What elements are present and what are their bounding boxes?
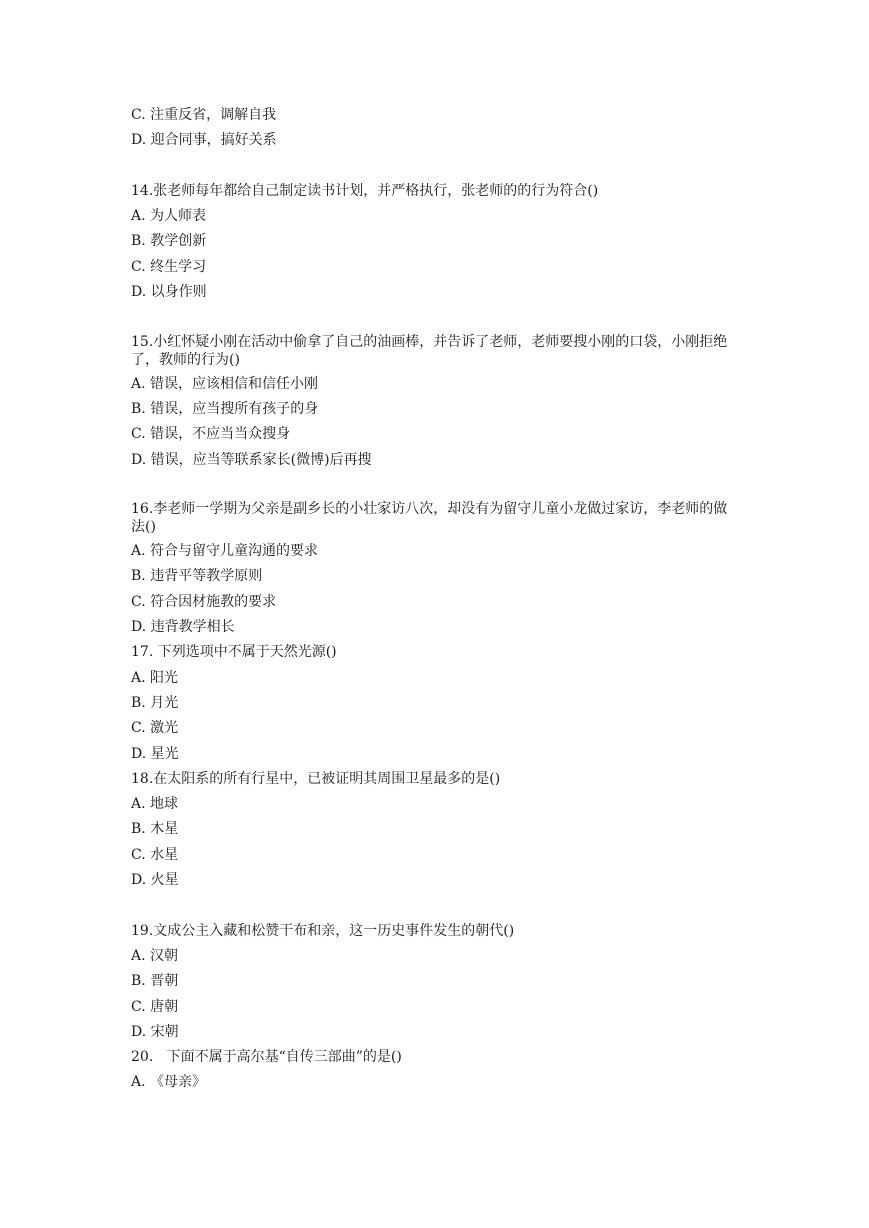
q16-option-c: C. 符合因材施教的要求 (131, 593, 277, 610)
q14-option-d: D. 以身作则 (131, 284, 207, 301)
q15-option-c: C. 错误，不应当当众搜身 (131, 426, 291, 443)
q20-option-a: A. 《母亲》 (131, 1074, 207, 1091)
q19-option-a: A. 汉朝 (131, 947, 179, 964)
option-d: D. 迎合同事，搞好关系 (131, 132, 277, 149)
question-17-stem: 17. 下列选项中不属于天然光源() (131, 644, 337, 661)
question-20-stem: 20. 下面不属于高尔基“自传三部曲”的是() (131, 1049, 402, 1066)
q17-option-c: C. 激光 (131, 720, 179, 737)
q16-option-d: D. 违背教学相长 (131, 619, 235, 636)
question-15-stem: 15.小红怀疑小刚在活动中偷拿了自己的油画棒，并告诉了老师，老师要搜小刚的口袋，小刚拒绝了，教师的行为() (131, 333, 728, 368)
question-14-stem: 14.张老师每年都给自己制定读书计划，并严格执行，张老师的的行为符合() (131, 182, 599, 199)
q17-option-b: B. 月光 (131, 694, 179, 711)
q14-option-c: C. 终生学习 (131, 258, 207, 275)
spacer (131, 893, 741, 918)
spacer (131, 154, 741, 179)
q17-option-d: D. 星光 (131, 745, 179, 762)
q16-option-a: A. 符合与留守儿童沟通的要求 (131, 543, 319, 560)
q14-option-a: A. 为人师表 (131, 208, 207, 225)
exam-content (131, 103, 741, 1096)
q15-option-b: B. 错误，应当搜所有孩子的身 (131, 400, 319, 417)
q16-option-b: B. 违背平等教学原则 (131, 568, 263, 585)
option-c: C. 注重反省，调解自我 (131, 107, 277, 123)
spacer (131, 473, 741, 498)
spacer (131, 305, 741, 330)
question-18-stem: 18.在太阳系的所有行星中，已被证明其周围卫星最多的是() (131, 770, 501, 787)
q19-option-d: D. 宋朝 (131, 1023, 179, 1040)
q19-option-b: B. 晋朝 (131, 973, 179, 990)
q15-option-a: A. 错误，应该相信和信任小刚 (131, 375, 319, 392)
q19-option-c: C. 唐朝 (131, 998, 179, 1015)
q14-option-b: B. 教学创新 (131, 233, 207, 250)
q18-option-d: D. 火星 (131, 872, 179, 889)
question-16-stem: 16.李老师一学期为父亲是副乡长的小壮家访八次，却没有为留守儿童小龙做过家访，李老师的做法() (131, 501, 728, 536)
question-19-stem: 19.文成公主入藏和松赞干布和亲，这一历史事件发生的朝代() (131, 922, 515, 939)
q18-option-a: A. 地球 (131, 796, 179, 813)
q15-option-d: D. 错误，应当等联系家长(微博)后再搜 (131, 451, 372, 468)
q17-option-a: A. 阳光 (131, 669, 179, 686)
q18-option-c: C. 水星 (131, 846, 179, 863)
q18-option-b: B. 木星 (131, 821, 179, 838)
